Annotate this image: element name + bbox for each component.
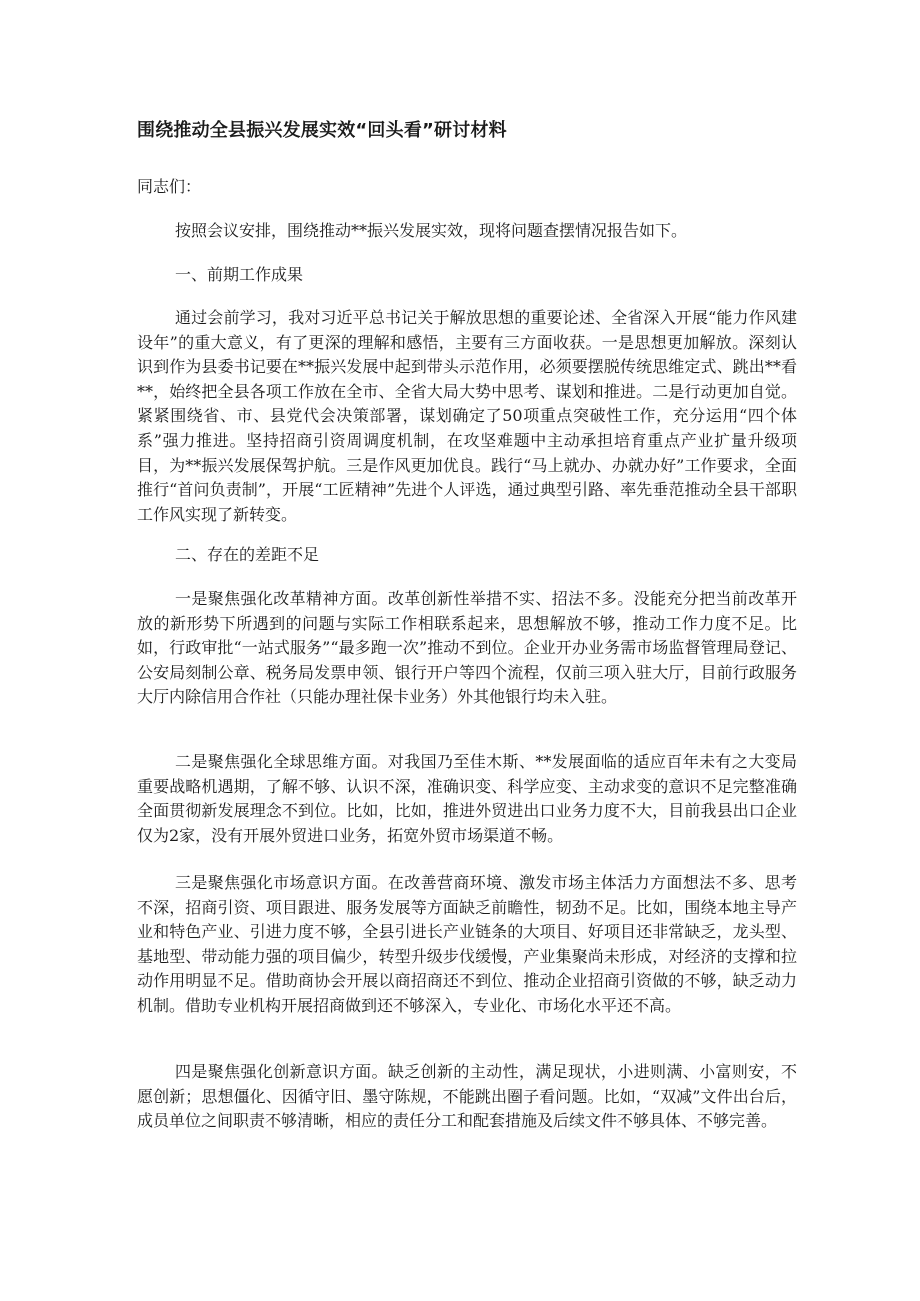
shortcoming-innovation-paragraph: 四是聚焦强化创新意识方面。缺乏创新的主动性，满足现状，小进则满、小富则安，不愿创新；思想僵化、因循守旧、墨守陈规，不能跳出圈子看问题。比如，“双减”文件出台后，成员单位之间职责不够清晰，相应的责任分工和配套措施及后续文件不够具体、不够完善。	[137, 1062, 797, 1131]
achievements-paragraph: 通过会前学习，我对习近平总书记关于解放思想的重要论述、全省深入开展“能力作风建设年”的重大意义，有了更深的理解和感悟，主要有三方面收获。一是思想更加解放。深刻认识到作为县委书记要在**振兴发展中起到带头示范作用，必须要摆脱传统思维定式、跳出**看**，始终把全县各项工作放在全市、全省大局大势中思考、谋划和推进。二是行动更加自觉。紧紧围绕省、市、县党代会决策部署，谋划确定了50项重点突破性工作，充分运用“四个体系”强力推进。坚持招商引资周调度机制，在攻坚难题中主动承担培育重点产业扩量升级项目，为**振兴发展保驾护航。三是作风更加优良。践行“马上就办、办就办好”工作要求，全面推行“首问负责制”，开展“工匠精神”先进个人评选，通过典型引路、率先垂范推动全县干部职工作风实现了新转变。	[137, 308, 797, 524]
salutation: 同志们：	[137, 177, 202, 196]
document-title: 围绕推动全县振兴发展实效“回头看”研讨材料	[137, 120, 507, 141]
shortcoming-market-awareness-paragraph: 三是聚焦强化市场意识方面。在改善营商环境、激发市场主体活力方面想法不多、思考不深，招商引资、项目跟进、服务发展等方面缺乏前瞻性，韧劲不足。比如，围绕本地主导产业和特色产业、引进力度不够，全县引进长产业链条的大项目、好项目还非常缺乏，龙头型、基地型、带动能力强的项目偏少，转型升级步伐缓慢，产业集聚尚未形成，对经济的支撑和拉动作用明显不足。借助商协会开展以商招商还不到位、推动企业招商引资做的不够，缺乏动力机制。借助专业机构开展招商做到还不够深入，专业化、市场化水平还不高。	[137, 873, 797, 1015]
section-heading-achievements: 一、前期工作成果	[175, 265, 304, 284]
shortcoming-global-thinking-paragraph: 二是聚焦强化全球思维方面。对我国乃至佳木斯、**发展面临的适应百年未有之大变局重要战略机遇期，了解不够、认识不深，准确识变、科学应变、主动求变的意识不足完整准确全面贯彻新发展理念不到位。比如，比如，推进外贸进出口业务力度不大，目前我县出口企业仅为2家，没有开展外贸进口业务，拓宽外贸市场渠道不畅。	[137, 752, 797, 845]
section-heading-shortcomings: 二、存在的差距不足	[175, 545, 320, 564]
intro-paragraph: 按照会议安排，围绕推动**振兴发展实效，现将问题查摆情况报告如下。	[175, 221, 688, 240]
shortcoming-reform-paragraph: 一是聚焦强化改革精神方面。改革创新性举措不实、招法不多。没能充分把当前改革开放的新形势下所遇到的问题与实际工作相联系起来，思想解放不够，推动工作力度不足。比如，行政审批“一站式服务”“最多跑一次”推动不到位。企业开办业务需市场监督管理局登记、公安局刻制公章、税务局发票申领、银行开户等四个流程，仅前三项入驻大厅，目前行政服务大厅内除信用合作社（只能办理社保卡业务）外其他银行均未入驻。	[137, 589, 797, 707]
